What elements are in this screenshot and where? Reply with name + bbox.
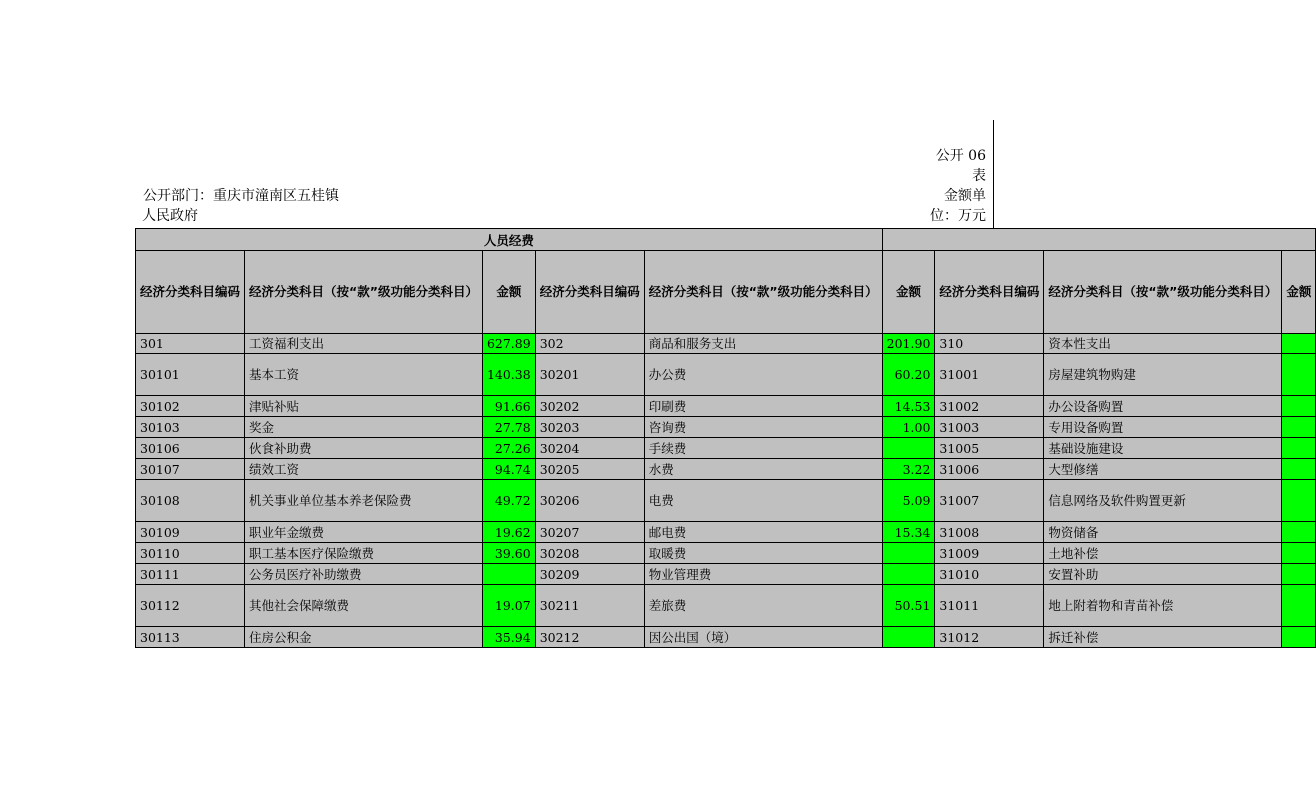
amount-cell: 140.38 (482, 354, 535, 396)
name-cell: 印刷费 (644, 396, 882, 417)
expenditure-table (135, 228, 1316, 648)
code-cell: 30203 (535, 417, 644, 438)
amount-cell: 91.66 (482, 396, 535, 417)
code-cell: 30108 (136, 480, 245, 522)
form-number (936, 146, 986, 186)
name-cell: 手续费 (644, 438, 882, 459)
amount-cell (1282, 564, 1316, 585)
table-row (136, 459, 1316, 480)
header-amount-2: 金额 (882, 251, 935, 334)
group-label-personnel: 人员经费 (136, 229, 883, 251)
header-code-3: 经济分类科目编码 (935, 251, 1044, 334)
amount-cell: 14.53 (882, 396, 935, 417)
code-cell: 30112 (136, 585, 245, 627)
unit-label (930, 186, 986, 226)
amount-cell: 627.89 (482, 334, 535, 354)
amount-cell (882, 438, 935, 459)
code-cell: 30107 (136, 459, 245, 480)
header-code-1: 经济分类科目编码 (136, 251, 245, 334)
name-cell: 伙食补助费 (245, 438, 483, 459)
code-cell: 30208 (535, 543, 644, 564)
code-cell: 30110 (136, 543, 245, 564)
name-cell: 津贴补贴 (245, 396, 483, 417)
table-row (136, 438, 1316, 459)
code-cell: 30206 (535, 480, 644, 522)
amount-cell (1282, 396, 1316, 417)
code-cell: 30102 (136, 396, 245, 417)
amount-cell (882, 627, 935, 648)
amount-cell: 50.51 (882, 585, 935, 627)
name-cell: 拆迁补偿 (1044, 627, 1282, 648)
name-cell: 工资福利支出 (245, 334, 483, 354)
code-cell: 31002 (935, 396, 1044, 417)
group-label-blank (882, 229, 1316, 251)
name-cell: 水费 (644, 459, 882, 480)
table-row (136, 585, 1316, 627)
amount-cell: 19.07 (482, 585, 535, 627)
department-line1: 公开部门：重庆市潼南区五桂镇 (143, 188, 339, 204)
amount-cell (1282, 354, 1316, 396)
name-cell: 地上附着物和青苗补偿 (1044, 585, 1282, 627)
table-row (136, 522, 1316, 543)
name-cell: 资本性支出 (1044, 334, 1282, 354)
name-cell: 取暖费 (644, 543, 882, 564)
header-amount-1: 金额 (482, 251, 535, 334)
name-cell: 公务员医疗补助缴费 (245, 564, 483, 585)
code-cell: 30207 (535, 522, 644, 543)
name-cell: 办公设备购置 (1044, 396, 1282, 417)
table-row (136, 354, 1316, 396)
code-cell: 30211 (535, 585, 644, 627)
code-cell: 31003 (935, 417, 1044, 438)
name-cell: 专用设备购置 (1044, 417, 1282, 438)
name-cell: 土地补偿 (1044, 543, 1282, 564)
code-cell: 301 (136, 334, 245, 354)
name-cell: 基础设施建设 (1044, 438, 1282, 459)
table-row (136, 417, 1316, 438)
amount-cell: 201.90 (882, 334, 935, 354)
code-cell: 30103 (136, 417, 245, 438)
code-cell: 31006 (935, 459, 1044, 480)
name-cell: 住房公积金 (245, 627, 483, 648)
department-line2: 人民政府 (142, 208, 198, 224)
code-cell: 31001 (935, 354, 1044, 396)
amount-cell: 1.00 (882, 417, 935, 438)
right-margin-line (993, 120, 994, 228)
amount-cell: 27.78 (482, 417, 535, 438)
amount-cell (482, 564, 535, 585)
code-cell: 30109 (136, 522, 245, 543)
amount-cell: 5.09 (882, 480, 935, 522)
name-cell: 电费 (644, 480, 882, 522)
amount-cell (1282, 522, 1316, 543)
name-cell: 商品和服务支出 (644, 334, 882, 354)
code-cell: 31009 (935, 543, 1044, 564)
code-cell: 31007 (935, 480, 1044, 522)
name-cell: 基本工资 (245, 354, 483, 396)
name-cell: 机关事业单位基本养老保险费 (245, 480, 483, 522)
name-cell: 奖金 (245, 417, 483, 438)
unit-label-line1: 金额单 (944, 188, 986, 204)
form-number-line2: 表 (972, 168, 986, 184)
code-cell: 30101 (136, 354, 245, 396)
code-cell: 30205 (535, 459, 644, 480)
code-cell: 31012 (935, 627, 1044, 648)
code-cell: 30106 (136, 438, 245, 459)
code-cell: 31005 (935, 438, 1044, 459)
name-cell: 职业年金缴费 (245, 522, 483, 543)
name-cell: 咨询费 (644, 417, 882, 438)
name-cell: 信息网络及软件购置更新 (1044, 480, 1282, 522)
code-cell: 31008 (935, 522, 1044, 543)
department-label (143, 186, 339, 226)
column-header-row (136, 251, 1316, 334)
name-cell: 差旅费 (644, 585, 882, 627)
name-cell: 绩效工资 (245, 459, 483, 480)
code-cell: 30204 (535, 438, 644, 459)
amount-cell (1282, 543, 1316, 564)
code-cell: 31010 (935, 564, 1044, 585)
amount-cell (1282, 459, 1316, 480)
amount-cell (1282, 417, 1316, 438)
amount-cell: 39.60 (482, 543, 535, 564)
header-code-2: 经济分类科目编码 (535, 251, 644, 334)
amount-cell (1282, 438, 1316, 459)
code-cell: 310 (935, 334, 1044, 354)
table-row (136, 543, 1316, 564)
table-row (136, 564, 1316, 585)
amount-cell (882, 543, 935, 564)
amount-cell (1282, 480, 1316, 522)
code-cell: 30212 (535, 627, 644, 648)
header-name-2: 经济分类科目（按“款”级功能分类科目） (644, 251, 882, 334)
amount-cell: 60.20 (882, 354, 935, 396)
amount-cell (1282, 585, 1316, 627)
header-name-3: 经济分类科目（按“款”级功能分类科目） (1044, 251, 1282, 334)
group-header-row (136, 229, 1316, 251)
amount-cell: 27.26 (482, 438, 535, 459)
code-cell: 31011 (935, 585, 1044, 627)
name-cell: 办公费 (644, 354, 882, 396)
amount-cell (1282, 334, 1316, 354)
amount-cell: 94.74 (482, 459, 535, 480)
name-cell: 其他社会保障缴费 (245, 585, 483, 627)
form-number-line1: 公开 06 (935, 148, 986, 164)
code-cell: 30201 (535, 354, 644, 396)
amount-cell (882, 564, 935, 585)
header-name-1: 经济分类科目（按“款”级功能分类科目） (245, 251, 483, 334)
code-cell: 30111 (136, 564, 245, 585)
name-cell: 大型修缮 (1044, 459, 1282, 480)
name-cell: 职工基本医疗保险缴费 (245, 543, 483, 564)
table-row (136, 480, 1316, 522)
amount-cell (1282, 627, 1316, 648)
header-amount-3: 金额 (1282, 251, 1316, 334)
name-cell: 邮电费 (644, 522, 882, 543)
code-cell: 30209 (535, 564, 644, 585)
name-cell: 物业管理费 (644, 564, 882, 585)
amount-cell: 3.22 (882, 459, 935, 480)
name-cell: 房屋建筑物购建 (1044, 354, 1282, 396)
amount-cell: 19.62 (482, 522, 535, 543)
name-cell: 安置补助 (1044, 564, 1282, 585)
amount-cell: 49.72 (482, 480, 535, 522)
unit-label-line2: 位：万元 (930, 208, 986, 224)
name-cell: 因公出国（境） (644, 627, 882, 648)
code-cell: 302 (535, 334, 644, 354)
amount-cell: 15.34 (882, 522, 935, 543)
code-cell: 30202 (535, 396, 644, 417)
table-row (136, 396, 1316, 417)
table-row (136, 334, 1316, 354)
amount-cell: 35.94 (482, 627, 535, 648)
table-row (136, 627, 1316, 648)
code-cell: 30113 (136, 627, 245, 648)
name-cell: 物资储备 (1044, 522, 1282, 543)
